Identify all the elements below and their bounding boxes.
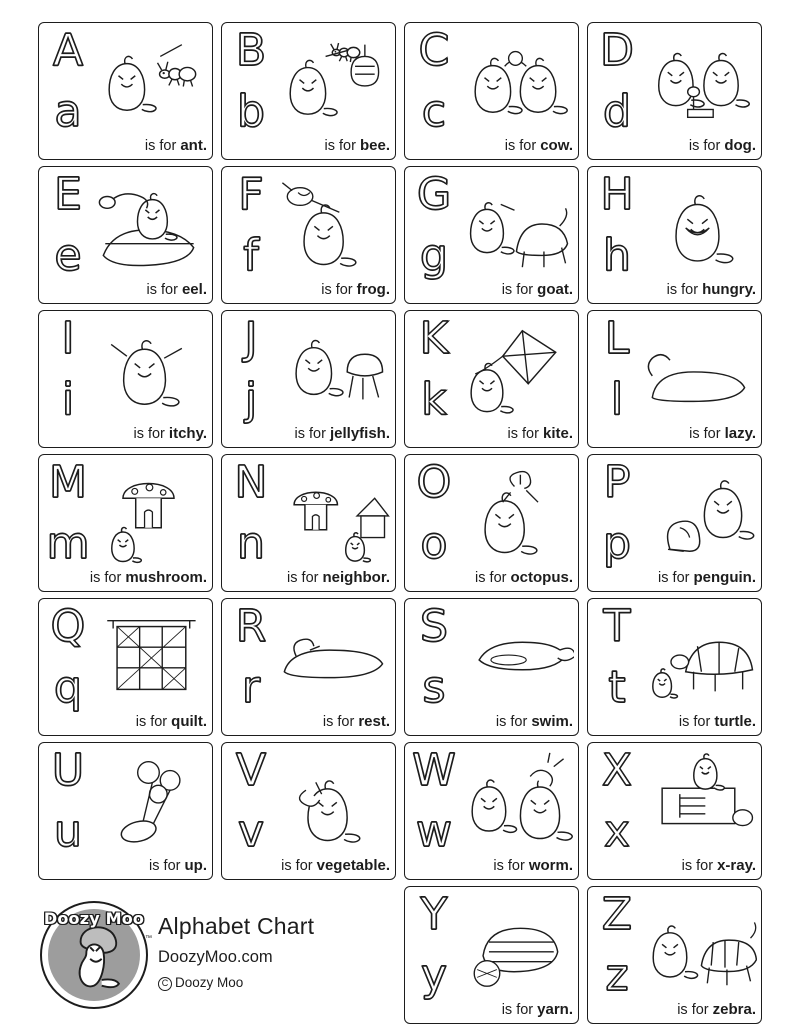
- lowercase-letter: e: [54, 230, 82, 282]
- kite-illustration: [453, 315, 574, 423]
- cow-illustration: [453, 27, 574, 135]
- card-caption: [405, 714, 573, 731]
- uppercase-letter: O: [416, 457, 452, 508]
- alphabet-card-e: [38, 166, 213, 304]
- is-for-label: is for: [666, 282, 699, 299]
- page-title: Alphabet Chart: [158, 913, 315, 939]
- uppercase-letter: K: [419, 313, 449, 364]
- card-caption: [588, 138, 756, 155]
- swim-illustration: [453, 603, 574, 711]
- lowercase-letter: p: [603, 518, 631, 570]
- uppercase-letter: V: [235, 745, 267, 796]
- card-caption: [39, 138, 207, 155]
- is-for-label: is for: [504, 138, 537, 155]
- card-word: itchy.: [168, 425, 207, 443]
- copyright-icon: C: [158, 977, 172, 991]
- card-word: lazy.: [724, 425, 756, 443]
- uppercase-letter: G: [416, 169, 452, 220]
- lowercase-letter: z: [605, 950, 629, 1002]
- card-caption: [588, 714, 756, 731]
- uppercase-letter: N: [234, 457, 268, 508]
- rest-illustration: [270, 603, 391, 711]
- copyright-owner: Doozy Moo: [175, 975, 244, 990]
- ant-illustration: [87, 27, 208, 135]
- is-for-label: is for: [688, 138, 721, 155]
- uppercase-letter: R: [235, 601, 267, 652]
- card-caption: [588, 1002, 756, 1019]
- itchy-illustration: [87, 315, 208, 423]
- card-caption: [588, 426, 756, 443]
- card-caption: [588, 282, 756, 299]
- neighbor-illustration: [270, 459, 391, 567]
- alphabet-card-b: [221, 22, 396, 160]
- alphabet-card-j: [221, 310, 396, 448]
- card-caption: [405, 570, 573, 587]
- card-frame: [38, 742, 213, 880]
- card-word: turtle.: [714, 713, 756, 731]
- lowercase-letter: k: [421, 374, 447, 426]
- card-caption: [588, 858, 756, 875]
- mushroom-illustration: [87, 459, 208, 567]
- uppercase-letter: T: [603, 601, 631, 652]
- lowercase-letter: t: [608, 662, 626, 714]
- card-word: x-ray.: [717, 857, 756, 875]
- card-caption: [405, 426, 573, 443]
- lowercase-letter: w: [416, 806, 452, 858]
- card-frame: [404, 598, 579, 736]
- is-for-label: is for: [321, 282, 353, 299]
- card-word: penguin.: [693, 569, 756, 587]
- is-for-label: is for: [507, 426, 539, 443]
- alphabet-card-y: [404, 886, 579, 1024]
- uppercase-letter: H: [600, 169, 634, 220]
- hungry-illustration: [636, 171, 757, 279]
- is-for-label: is for: [475, 570, 507, 587]
- up-illustration: [87, 747, 208, 855]
- uppercase-letter: Z: [601, 889, 633, 940]
- uppercase-letter: C: [418, 25, 450, 76]
- card-word: ant.: [180, 137, 207, 155]
- turtle-illustration: [636, 603, 757, 711]
- alphabet-card-k: [404, 310, 579, 448]
- card-caption: [405, 1002, 573, 1019]
- card-frame: [587, 166, 762, 304]
- is-for-label: is for: [658, 570, 690, 587]
- uppercase-letter: J: [244, 313, 258, 364]
- card-frame: [38, 598, 213, 736]
- card-word: eel.: [181, 281, 207, 299]
- lowercase-letter: d: [603, 86, 631, 138]
- alphabet-card-a: [38, 22, 213, 160]
- xray-illustration: [636, 747, 757, 855]
- card-word: worm.: [528, 857, 573, 875]
- alphabet-card-v: [221, 742, 396, 880]
- card-word: frog.: [356, 281, 390, 299]
- is-for-label: is for: [149, 858, 181, 875]
- lowercase-letter: f: [243, 230, 259, 282]
- is-for-label: is for: [501, 1002, 534, 1019]
- alphabet-card-c: [404, 22, 579, 160]
- card-word: neighbor.: [322, 569, 390, 587]
- octopus-illustration: [453, 459, 574, 567]
- card-frame: [404, 742, 579, 880]
- is-for-label: is for: [294, 426, 326, 443]
- uppercase-letter: F: [238, 169, 264, 220]
- uppercase-letter: U: [51, 745, 85, 796]
- card-word: cow.: [540, 137, 573, 155]
- alphabet-card-x: [587, 742, 762, 880]
- penguin-illustration: [636, 459, 757, 567]
- trademark-symbol: ™: [145, 935, 152, 942]
- logo-wordmark: Doozy Moo: [43, 909, 145, 928]
- jellyfish-illustration: [270, 315, 391, 423]
- alphabet-card-g: [404, 166, 579, 304]
- card-word: octopus.: [510, 569, 573, 587]
- card-word: rest.: [358, 713, 390, 731]
- alphabet-card-s: [404, 598, 579, 736]
- website-url[interactable]: DoozyMoo.com: [158, 948, 273, 966]
- card-frame: [404, 310, 579, 448]
- card-frame: [587, 454, 762, 592]
- card-caption: [222, 282, 390, 299]
- uppercase-letter: I: [61, 313, 75, 364]
- brand-footer: [38, 886, 398, 1024]
- alphabet-card-n: [221, 454, 396, 592]
- is-for-label: is for: [135, 714, 168, 731]
- lowercase-letter: m: [46, 518, 90, 570]
- card-frame: [221, 742, 396, 880]
- alphabet-card-i: [38, 310, 213, 448]
- lowercase-letter: n: [237, 518, 265, 570]
- lowercase-letter: c: [421, 86, 447, 138]
- card-frame: [404, 454, 579, 592]
- card-frame: [221, 22, 396, 160]
- card-caption: [222, 138, 390, 155]
- lowercase-letter: y: [420, 950, 448, 1002]
- dog-illustration: [636, 27, 757, 135]
- uppercase-letter: X: [601, 745, 633, 796]
- alphabet-card-d: [587, 22, 762, 160]
- alphabet-card-grid: [20, 22, 780, 1024]
- uppercase-letter: Q: [50, 601, 86, 652]
- lowercase-letter: a: [54, 86, 82, 138]
- is-for-label: is for: [501, 282, 534, 299]
- card-word: quilt.: [171, 713, 207, 731]
- eel-illustration: [87, 171, 208, 279]
- lowercase-letter: q: [54, 662, 82, 714]
- uppercase-letter: A: [52, 25, 84, 76]
- card-frame: [587, 310, 762, 448]
- lowercase-letter: g: [420, 230, 448, 282]
- bee-illustration: [270, 27, 391, 135]
- doozy-moo-logo[interactable]: [40, 901, 152, 1009]
- is-for-label: is for: [146, 282, 178, 299]
- alphabet-card-f: [221, 166, 396, 304]
- card-word: yarn.: [537, 1001, 573, 1019]
- card-frame: [38, 22, 213, 160]
- lowercase-letter: i: [61, 374, 75, 426]
- alphabet-card-r: [221, 598, 396, 736]
- is-for-label: is for: [689, 426, 721, 443]
- alphabet-card-l: [587, 310, 762, 448]
- card-frame: [587, 22, 762, 160]
- worm-illustration: [453, 747, 574, 855]
- is-for-label: is for: [287, 570, 319, 587]
- card-caption: [222, 714, 390, 731]
- alphabet-card-m: [38, 454, 213, 592]
- is-for-label: is for: [133, 426, 165, 443]
- vegetable-illustration: [270, 747, 391, 855]
- card-word: up.: [184, 857, 207, 875]
- yarn-illustration: [453, 891, 574, 999]
- card-frame: [38, 166, 213, 304]
- alphabet-card-p: [587, 454, 762, 592]
- card-frame: [404, 22, 579, 160]
- card-word: bee.: [359, 137, 390, 155]
- card-frame: [221, 598, 396, 736]
- lowercase-letter: x: [603, 806, 631, 858]
- uppercase-letter: Y: [420, 889, 448, 940]
- card-word: swim.: [531, 713, 573, 731]
- lowercase-letter: u: [54, 806, 82, 858]
- card-word: zebra.: [712, 1001, 756, 1019]
- brand-text-block: [158, 913, 314, 997]
- lowercase-letter: r: [241, 662, 261, 714]
- card-caption: [588, 570, 756, 587]
- uppercase-letter: L: [604, 313, 630, 364]
- frog-illustration: [270, 171, 391, 279]
- card-word: dog.: [724, 137, 756, 155]
- lowercase-letter: h: [603, 230, 631, 282]
- is-for-label: is for: [322, 714, 355, 731]
- alphabet-card-u: [38, 742, 213, 880]
- card-word: mushroom.: [125, 569, 207, 587]
- lowercase-letter: j: [244, 374, 258, 426]
- lazy-illustration: [636, 315, 757, 423]
- uppercase-letter: M: [49, 457, 87, 508]
- lowercase-letter: v: [237, 806, 265, 858]
- card-frame: [404, 886, 579, 1024]
- is-for-label: is for: [144, 138, 177, 155]
- is-for-label: is for: [681, 858, 714, 875]
- card-word: hungry.: [702, 281, 756, 299]
- card-word: vegetable.: [316, 857, 390, 875]
- uppercase-letter: E: [54, 169, 82, 220]
- is-for-label: is for: [89, 570, 122, 587]
- alphabet-card-o: [404, 454, 579, 592]
- zebra-illustration: [636, 891, 757, 999]
- card-caption: [222, 570, 390, 587]
- alphabet-card-q: [38, 598, 213, 736]
- card-frame: [221, 166, 396, 304]
- card-caption: [405, 858, 573, 875]
- card-caption: [39, 426, 207, 443]
- card-frame: [404, 166, 579, 304]
- card-word: kite.: [542, 425, 573, 443]
- is-for-label: is for: [281, 858, 313, 875]
- lowercase-letter: b: [237, 86, 265, 138]
- card-frame: [38, 310, 213, 448]
- alphabet-card-w: [404, 742, 579, 880]
- uppercase-letter: B: [235, 25, 267, 76]
- lowercase-letter: l: [610, 374, 624, 426]
- lowercase-letter: o: [420, 518, 448, 570]
- quilt-illustration: [87, 603, 208, 711]
- goat-illustration: [453, 171, 574, 279]
- card-caption: [405, 282, 573, 299]
- card-frame: [587, 886, 762, 1024]
- card-caption: [39, 858, 207, 875]
- is-for-label: is for: [677, 1002, 709, 1019]
- card-frame: [221, 454, 396, 592]
- card-frame: [221, 310, 396, 448]
- uppercase-letter: W: [412, 745, 456, 796]
- card-caption: [405, 138, 573, 155]
- card-word: jellyfish.: [329, 425, 390, 443]
- card-caption: [39, 282, 207, 299]
- card-caption: [39, 570, 207, 587]
- lowercase-letter: s: [422, 662, 446, 714]
- card-frame: [38, 454, 213, 592]
- is-for-label: is for: [324, 138, 356, 155]
- is-for-label: is for: [678, 714, 711, 731]
- alphabet-card-h: [587, 166, 762, 304]
- card-word: goat.: [537, 281, 573, 299]
- is-for-label: is for: [493, 858, 525, 875]
- alphabet-card-z: [587, 886, 762, 1024]
- copyright-line: [158, 975, 314, 991]
- uppercase-letter: D: [600, 25, 634, 76]
- card-frame: [587, 598, 762, 736]
- alphabet-card-t: [587, 598, 762, 736]
- card-caption: [222, 426, 390, 443]
- card-caption: [222, 858, 390, 875]
- is-for-label: is for: [495, 714, 528, 731]
- uppercase-letter: P: [603, 457, 631, 508]
- uppercase-letter: S: [420, 601, 448, 652]
- card-caption: [39, 714, 207, 731]
- card-frame: [587, 742, 762, 880]
